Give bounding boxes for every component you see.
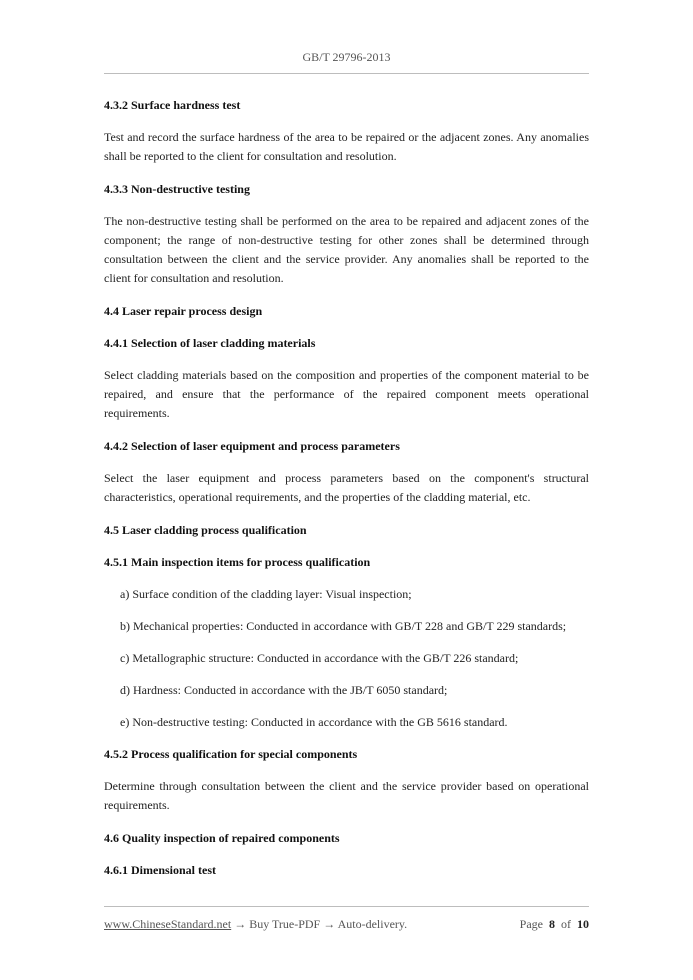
footer-links [104, 917, 407, 932]
header-divider [104, 73, 589, 74]
section-text-4-5-2: Determine through consultation between the client and the service provider based on operational requirements. [104, 779, 589, 812]
footer-buy-text: Buy True-PDF [249, 917, 321, 931]
footer-delivery-text: Auto-delivery. [337, 917, 408, 931]
running-header: GB/T 29796-2013 [302, 50, 391, 64]
list-item-a: a) Surface condition of the cladding layer: Visual inspection; [120, 587, 412, 601]
list-item-d: d) Hardness: Conducted in accordance with the JB/T 6050 standard; [120, 683, 448, 697]
section-heading-4-4-2: 4.4.2 Selection of laser equipment and process parameters [104, 439, 400, 453]
section-heading-4-3-3: 4.3.3 Non-destructive testing [104, 182, 250, 196]
section-text-4-3-2: Test and record the surface hardness of the area to be repaired or the adjacent zones. Any anomalies shall be reported to the client for consultation and resolution. [104, 130, 589, 163]
page-label: Page [519, 917, 543, 931]
section-text-4-3-3: The non-destructive testing shall be performed on the area to be repaired and adjacent zones of the component; the range of non-destructive testing for other zones shall be determined through consultation between the client and the service provider. Any anomalies shall be reported to the client for consultation and resolution. [104, 214, 589, 285]
section-heading-4-5-1: 4.5.1 Main inspection items for process qualification [104, 555, 371, 569]
total-pages: 10 [577, 917, 589, 931]
section-text-4-4-1: Select cladding materials based on the composition and properties of the component material to be repaired, and ensure that the performance of the repaired component meets operational requirements. [104, 368, 589, 420]
list-item-e: e) Non-destructive testing: Conducted in accordance with the GB 5616 standard. [120, 715, 508, 729]
of-label: of [561, 917, 571, 931]
section-heading-4-4-1: 4.4.1 Selection of laser cladding materials [104, 336, 316, 350]
list-item-b: b) Mechanical properties: Conducted in accordance with GB/T 228 and GB/T 229 standards; [120, 619, 567, 633]
document-body [104, 96, 589, 893]
footer-divider [104, 906, 589, 907]
section-heading-4-6: 4.6 Quality inspection of repaired components [104, 831, 340, 845]
section-text-4-4-2: Select the laser equipment and process parameters based on the component's structural characteristics, operational requirements, and the properties of the cladding material, etc. [104, 471, 589, 504]
page-indicator [520, 917, 589, 932]
section-heading-4-6-1: 4.6.1 Dimensional test [104, 863, 216, 877]
section-heading-4-4: 4.4 Laser repair process design [104, 304, 263, 318]
section-heading-4-3-2: 4.3.2 Surface hardness test [104, 98, 241, 112]
arrow-icon: → [320, 917, 338, 931]
list-item-c: c) Metallographic structure: Conducted in accordance with the GB/T 226 standard; [120, 651, 519, 665]
footer-website-link[interactable]: www.ChineseStandard.net [104, 917, 232, 931]
section-heading-4-5: 4.5 Laser cladding process qualification [104, 523, 307, 537]
arrow-icon: → [231, 917, 250, 931]
page-number: 8 [549, 917, 555, 931]
section-heading-4-5-2: 4.5.2 Process qualification for special components [104, 747, 358, 761]
